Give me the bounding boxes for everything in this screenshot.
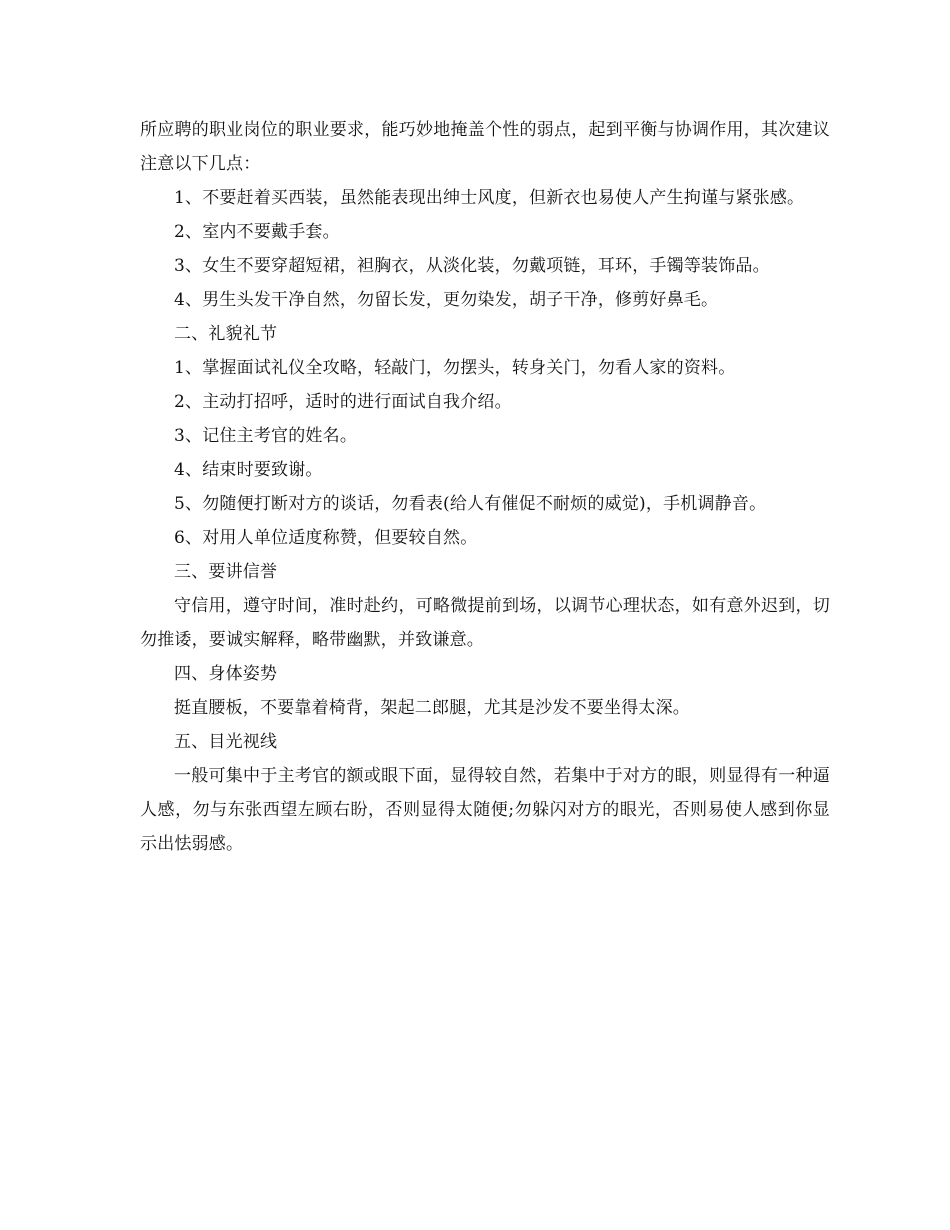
section-heading: 四、身体姿势: [174, 664, 278, 684]
list-item: 3、记住主考官的姓名。: [174, 426, 358, 446]
list-item: 3、女生不要穿超短裙，袒胸衣，从淡化装，勿戴项链，耳环，手镯等装饰品。: [174, 256, 770, 276]
list-item: 5、勿随便打断对方的谈话，勿看表(给人有催促不耐烦的威觉)，手机调静音。: [174, 494, 767, 514]
paragraph: 守信用，遵守时间，准时赴约，可略微提前到场，以调节心理状态，如有意外迟到，切勿推诿，要诚实解释，略带幽默，并致谦意。: [140, 596, 830, 650]
list-item: 4、结束时要致谢。: [174, 460, 323, 480]
section-heading: 三、要讲信誉: [174, 562, 278, 582]
document-body: [140, 113, 830, 861]
paragraph: 挺直腰板，不要靠着椅背，架起二郎腿，尤其是沙发不要坐得太深。: [174, 698, 690, 718]
section-heading: 五、目光视线: [174, 732, 278, 752]
paragraph: 一般可集中于主考官的额或眼下面，显得较自然，若集中于对方的眼，则显得有一种逼人感，勿与东张西望左顾右盼，否则显得太随便;勿躲闪对方的眼光，否则易使人感到你显示出怯弱感。: [140, 766, 830, 854]
list-item: 2、室内不要戴手套。: [174, 222, 340, 242]
list-item: 1、不要赶着买西装，虽然能表现出绅士风度，但新衣也易使人产生拘谨与紧张感。: [174, 188, 805, 208]
section-heading: 二、礼貌礼节: [174, 324, 278, 344]
list-item: 1、掌握面试礼仪全攻略，轻敲门，勿摆头，转身关门，勿看人家的资料。: [174, 358, 736, 378]
list-item: 4、男生头发干净自然，勿留长发，更勿染发，胡子干净，修剪好鼻毛。: [174, 290, 719, 310]
list-item: 2、主动打招呼，适时的进行面试自我介绍。: [174, 392, 512, 412]
paragraph-intro: 所应聘的职业岗位的职业要求，能巧妙地掩盖个性的弱点，起到平衡与协调作用，其次建议注意以下几点：: [140, 120, 830, 174]
list-item: 6、对用人单位适度称赞，但要较自然。: [174, 528, 478, 548]
